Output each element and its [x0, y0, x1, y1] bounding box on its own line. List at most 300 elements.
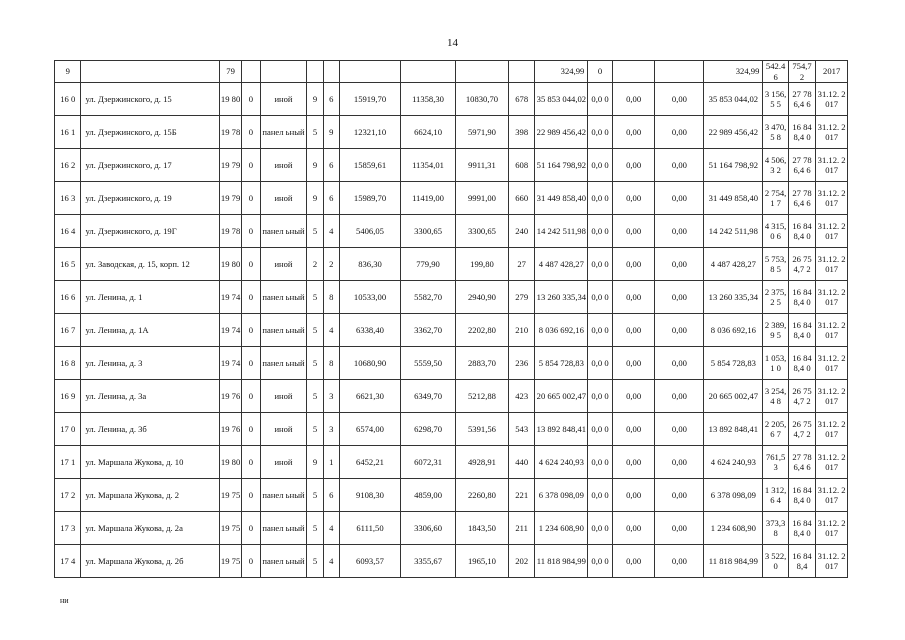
cell-floors: 5: [307, 479, 323, 512]
cell-other-cost: 0,00: [655, 116, 704, 149]
cell-empty: [323, 61, 339, 83]
cell-residents: 221: [508, 479, 534, 512]
cell-other-cost: 0,00: [655, 347, 704, 380]
cell-entrances: 3: [323, 413, 339, 446]
cell-total-area: 836,30: [339, 248, 400, 281]
cell-zero-share: 0,0 0: [588, 512, 612, 545]
cell-num: 16 1: [55, 116, 81, 149]
cell-limit-cost: 754,7 2: [788, 61, 815, 83]
cell-specific-cost: 3 254,4 8: [763, 380, 788, 413]
cell-area-premises: 11419,00: [401, 182, 456, 215]
cell-wall-material: панел ьный: [260, 479, 307, 512]
cell-other-cost: 0,00: [655, 83, 704, 116]
cell-area-premises: 3306,60: [401, 512, 456, 545]
cell-year: 19 78: [219, 215, 241, 248]
cell-area-residential: 1965,10: [456, 545, 509, 578]
cell-wall-material: панел ьный: [260, 545, 307, 578]
cell-fund-cost: 0,00: [612, 149, 655, 182]
cell-limit-cost: 27 786,4 6: [788, 149, 815, 182]
cell-address: ул. Дзержинского, д. 15Б: [81, 116, 219, 149]
cell-residents: 240: [508, 215, 534, 248]
cell-area-residential: 4928,91: [456, 446, 509, 479]
cell-area-premises: 6349,70: [401, 380, 456, 413]
cell-num: 16 2: [55, 149, 81, 182]
cell-empty: [242, 61, 260, 83]
cell-cost: 1 234 608,90: [535, 512, 588, 545]
cell-fund-cost: 0,00: [612, 479, 655, 512]
cell-zero: 0: [242, 314, 260, 347]
cell-floors: 9: [307, 446, 323, 479]
cell-cost2: 324,99: [704, 61, 763, 83]
cell-num: 9: [55, 61, 81, 83]
cell-specific-cost: 2 754,1 7: [763, 182, 788, 215]
table-row: [55, 479, 848, 512]
cell-cost: 4 624 240,93: [535, 446, 588, 479]
table-row: [55, 413, 848, 446]
cell-address: ул. Ленина, д. 3: [81, 347, 219, 380]
cell-date: 31.12. 2017: [816, 479, 848, 512]
cell-zero-share: 0,0 0: [588, 215, 612, 248]
table-row: [55, 347, 848, 380]
cell-zero: 0: [242, 545, 260, 578]
cell-area-premises: 4859,00: [401, 479, 456, 512]
cell-cost2: 20 665 002,47: [704, 380, 763, 413]
cell-other-cost: 0,00: [655, 248, 704, 281]
cell-specific-cost: 2 375,2 5: [763, 281, 788, 314]
cell-entrances: 4: [323, 545, 339, 578]
cell-area-residential: 5971,90: [456, 116, 509, 149]
cell-cost2: 51 164 798,92: [704, 149, 763, 182]
cell-wall-material: панел ьный: [260, 116, 307, 149]
cell-year: 79: [219, 61, 241, 83]
cell-total-area: 6621,30: [339, 380, 400, 413]
cell-other-cost: 0,00: [655, 215, 704, 248]
cell-cost2: 31 449 858,40: [704, 182, 763, 215]
cell-num: 17 2: [55, 479, 81, 512]
cell-total-area: 6093,57: [339, 545, 400, 578]
cell-date: 31.12. 2017: [816, 512, 848, 545]
cell-entrances: 9: [323, 116, 339, 149]
cell-empty: [655, 61, 704, 83]
cell-zero: 0: [242, 182, 260, 215]
table-row: [55, 380, 848, 413]
cell-wall-material: иной: [260, 446, 307, 479]
cell-year: 19 74: [219, 314, 241, 347]
cell-residents: 398: [508, 116, 534, 149]
cell-zero-share: 0,0 0: [588, 545, 612, 578]
cell-residents: 543: [508, 413, 534, 446]
cell-date: 31.12. 2017: [816, 446, 848, 479]
cell-floors: 2: [307, 248, 323, 281]
cell-other-cost: 0,00: [655, 314, 704, 347]
cell-residents: 608: [508, 149, 534, 182]
cell-year: 19 78: [219, 116, 241, 149]
cell-total-area: 15919,70: [339, 83, 400, 116]
cell-area-residential: 5391,56: [456, 413, 509, 446]
cell-zero: 0: [242, 215, 260, 248]
cell-area-premises: 11358,30: [401, 83, 456, 116]
cell-zero: 0: [242, 248, 260, 281]
cell-wall-material: иной: [260, 83, 307, 116]
cell-zero: 0: [242, 116, 260, 149]
cell-address: ул. Ленина, д. 1А: [81, 314, 219, 347]
cell-entrances: 6: [323, 83, 339, 116]
cell-residents: 27: [508, 248, 534, 281]
cell-other-cost: 0,00: [655, 446, 704, 479]
cell-other-cost: 0,00: [655, 149, 704, 182]
cell-cost: 8 036 692,16: [535, 314, 588, 347]
cell-limit-cost: 26 754,7 2: [788, 413, 815, 446]
cell-empty: [612, 61, 655, 83]
cell-num: 16 8: [55, 347, 81, 380]
cell-area-residential: 2260,80: [456, 479, 509, 512]
cell-specific-cost: 3 470,5 8: [763, 116, 788, 149]
cell-cost: 6 378 098,09: [535, 479, 588, 512]
cell-total-area: 6452,21: [339, 446, 400, 479]
cell-limit-cost: 16 848,4 0: [788, 116, 815, 149]
cell-cost2: 11 818 984,99: [704, 545, 763, 578]
cell-specific-cost: 761,5 3: [763, 446, 788, 479]
cell-cost2: 14 242 511,98: [704, 215, 763, 248]
cell-total-area: 6338,40: [339, 314, 400, 347]
cell-year: 19 75: [219, 512, 241, 545]
cell-floors: 5: [307, 281, 323, 314]
cell-floors: 5: [307, 380, 323, 413]
cell-total-area: 10680,90: [339, 347, 400, 380]
cell-fund-cost: 0,00: [612, 281, 655, 314]
cell-fund-cost: 0,00: [612, 545, 655, 578]
cell-empty: [456, 61, 509, 83]
cell-other-cost: 0,00: [655, 545, 704, 578]
cell-entrances: 6: [323, 182, 339, 215]
cell-address: ул. Ленина, д. 1: [81, 281, 219, 314]
cell-limit-cost: 26 754,7 2: [788, 248, 815, 281]
cell-wall-material: панел ьный: [260, 347, 307, 380]
table-row: [55, 512, 848, 545]
cell-cost2: 13 892 848,41: [704, 413, 763, 446]
cell-zero: 0: [242, 347, 260, 380]
cell-area-premises: 3355,67: [401, 545, 456, 578]
cell-date: 31.12. 2017: [816, 182, 848, 215]
cell-limit-cost: 16 848,4 0: [788, 512, 815, 545]
cell-residents: 236: [508, 347, 534, 380]
cell-residents: 202: [508, 545, 534, 578]
cell-wall-material: иной: [260, 182, 307, 215]
cell-residents: 279: [508, 281, 534, 314]
cell-year: 19 80: [219, 83, 241, 116]
cell-wall-material: иной: [260, 248, 307, 281]
cell-cost2: 8 036 692,16: [704, 314, 763, 347]
cell-zero: 0: [242, 446, 260, 479]
cell-wall-material: иной: [260, 380, 307, 413]
cell-entrances: 3: [323, 380, 339, 413]
cell-address: [81, 61, 219, 83]
cell-date: 31.12. 2017: [816, 116, 848, 149]
cell-fund-cost: 0,00: [612, 512, 655, 545]
cell-date: 31.12. 2017: [816, 281, 848, 314]
cell-num: 16 7: [55, 314, 81, 347]
cell-date: 31.12. 2017: [816, 545, 848, 578]
cell-fund-cost: 0,00: [612, 314, 655, 347]
cell-limit-cost: 26 754,7 2: [788, 380, 815, 413]
cell-area-residential: 9911,31: [456, 149, 509, 182]
cell-zero: 0: [242, 413, 260, 446]
cell-num: 17 3: [55, 512, 81, 545]
cell-fund-cost: 0,00: [612, 83, 655, 116]
cell-floors: 5: [307, 413, 323, 446]
cell-num: 17 1: [55, 446, 81, 479]
cell-total-area: 15989,70: [339, 182, 400, 215]
cell-residents: 423: [508, 380, 534, 413]
cell-floors: 5: [307, 347, 323, 380]
cell-entrances: 4: [323, 512, 339, 545]
cell-zero: 0: [242, 281, 260, 314]
cell-date: 31.12. 2017: [816, 314, 848, 347]
cell-floors: 5: [307, 314, 323, 347]
cell-specific-cost: 1 053,1 0: [763, 347, 788, 380]
table-row: [55, 545, 848, 578]
cell-total-area: 15859,61: [339, 149, 400, 182]
cell-wall-material: панел ьный: [260, 215, 307, 248]
cell-wall-material: панел ьный: [260, 314, 307, 347]
cell-cost2: 4 487 428,27: [704, 248, 763, 281]
cell-address: ул. Маршала Жукова, д. 10: [81, 446, 219, 479]
cell-residents: 678: [508, 83, 534, 116]
cell-other-cost: 0,00: [655, 281, 704, 314]
cell-cost: 20 665 002,47: [535, 380, 588, 413]
cell-area-residential: 5212,88: [456, 380, 509, 413]
cell-limit-cost: 16 848,4 0: [788, 215, 815, 248]
cell-address: ул. Маршала Жукова, д. 2: [81, 479, 219, 512]
cell-limit-cost: 16 848,4 0: [788, 314, 815, 347]
cell-area-residential: 2202,80: [456, 314, 509, 347]
cell-cost: 11 818 984,99: [535, 545, 588, 578]
cell-other-cost: 0,00: [655, 479, 704, 512]
cell-area-residential: 2883,70: [456, 347, 509, 380]
cell-floors: 5: [307, 116, 323, 149]
cell-area-premises: 11354,01: [401, 149, 456, 182]
cell-cost2: 22 989 456,42: [704, 116, 763, 149]
cell-num: 16 6: [55, 281, 81, 314]
cell-num: 16 9: [55, 380, 81, 413]
cell-year: 19 75: [219, 479, 241, 512]
table-row: [55, 314, 848, 347]
cell-cost: 35 853 044,02: [535, 83, 588, 116]
cell-num: 17 4: [55, 545, 81, 578]
table-row: [55, 116, 848, 149]
cell-limit-cost: 27 786,4 6: [788, 83, 815, 116]
cell-fund-cost: 0,00: [612, 446, 655, 479]
cell-zero-share: 0,0 0: [588, 446, 612, 479]
cell-cost2: 35 853 044,02: [704, 83, 763, 116]
cell-cost2: 1 234 608,90: [704, 512, 763, 545]
cell-area-residential: 9991,00: [456, 182, 509, 215]
cell-year: 19 79: [219, 182, 241, 215]
cell-address: ул. Ленина, д. 3а: [81, 380, 219, 413]
cell-zero-share: 0,0 0: [588, 347, 612, 380]
cell-area-premises: 3362,70: [401, 314, 456, 347]
cell-empty: [508, 61, 534, 83]
cell-area-residential: 3300,65: [456, 215, 509, 248]
cell-zero-share: 0,0 0: [588, 413, 612, 446]
cell-area-premises: 3300,65: [401, 215, 456, 248]
cell-entrances: 2: [323, 248, 339, 281]
cell-zero: 0: [242, 83, 260, 116]
cell-zero: 0: [242, 380, 260, 413]
table-row: [55, 83, 848, 116]
cell-specific-cost: 4 506,3 2: [763, 149, 788, 182]
cell-wall-material: иной: [260, 413, 307, 446]
cell-entrances: 8: [323, 347, 339, 380]
cell-num: 16 4: [55, 215, 81, 248]
cell-area-residential: 2940,90: [456, 281, 509, 314]
cell-cost: 51 164 798,92: [535, 149, 588, 182]
cell-specific-cost: 4 315,0 6: [763, 215, 788, 248]
cell-entrances: 4: [323, 314, 339, 347]
cell-cost2: 4 624 240,93: [704, 446, 763, 479]
cell-limit-cost: 16 848,4 0: [788, 347, 815, 380]
cell-year: 19 79: [219, 149, 241, 182]
cell-fund-cost: 0,00: [612, 347, 655, 380]
cell-cost: 13 260 335,34: [535, 281, 588, 314]
cell-entrances: 8: [323, 281, 339, 314]
cell-zero: 0: [242, 512, 260, 545]
cell-date: 2017: [816, 61, 848, 83]
cell-year: 19 74: [219, 347, 241, 380]
table-row: [55, 248, 848, 281]
cell-area-premises: 6624,10: [401, 116, 456, 149]
cell-area-premises: 779,90: [401, 248, 456, 281]
cell-area-residential: 10830,70: [456, 83, 509, 116]
cell-year: 19 75: [219, 545, 241, 578]
cell-year: 19 80: [219, 446, 241, 479]
cell-area-premises: 5582,70: [401, 281, 456, 314]
cell-cost: 14 242 511,98: [535, 215, 588, 248]
cell-cost: 13 892 848,41: [535, 413, 588, 446]
housing-register-table: [54, 60, 848, 578]
cell-year: 19 76: [219, 380, 241, 413]
cell-floors: 5: [307, 545, 323, 578]
cell-cost: 4 487 428,27: [535, 248, 588, 281]
cell-total-area: 10533,00: [339, 281, 400, 314]
cell-area-premises: 5559,50: [401, 347, 456, 380]
cell-limit-cost: 16 848,4 0: [788, 281, 815, 314]
cell-zero-share: 0,0 0: [588, 182, 612, 215]
cell-cost: 22 989 456,42: [535, 116, 588, 149]
cell-other-cost: 0,00: [655, 512, 704, 545]
cell-entrances: 1: [323, 446, 339, 479]
cell-zero: 0: [242, 149, 260, 182]
cell-residents: 211: [508, 512, 534, 545]
cell-num: 17 0: [55, 413, 81, 446]
cell-empty: [307, 61, 323, 83]
cell-zero-share: 0,0 0: [588, 479, 612, 512]
cell-limit-cost: 27 786,4 6: [788, 182, 815, 215]
cell-date: 31.12. 2017: [816, 149, 848, 182]
cell-specific-cost: 1 312,6 4: [763, 479, 788, 512]
table-row: [55, 446, 848, 479]
cell-zero: 0: [588, 61, 612, 83]
cell-total-area: 6574,00: [339, 413, 400, 446]
table-row: [55, 215, 848, 248]
table-row: [55, 149, 848, 182]
cell-num: 16 0: [55, 83, 81, 116]
cell-year: 19 74: [219, 281, 241, 314]
cell-total-area: 6111,50: [339, 512, 400, 545]
cell-fund-cost: 0,00: [612, 248, 655, 281]
cell-other-cost: 0,00: [655, 380, 704, 413]
cell-total-area: 9108,30: [339, 479, 400, 512]
cell-zero-share: 0,0 0: [588, 380, 612, 413]
cell-total-area: 12321,10: [339, 116, 400, 149]
cell-specific-cost: 3 522,0: [763, 545, 788, 578]
cell-specific-cost: 3 156,5 5: [763, 83, 788, 116]
cell-num: 16 3: [55, 182, 81, 215]
cell-empty: [260, 61, 307, 83]
cell-specific-cost: 2 389,9 5: [763, 314, 788, 347]
cell-entrances: 6: [323, 479, 339, 512]
cell-specific-cost: 2 205,6 7: [763, 413, 788, 446]
cell-floors: 5: [307, 512, 323, 545]
cell-fund-cost: 0,00: [612, 215, 655, 248]
cell-cost2: 6 378 098,09: [704, 479, 763, 512]
cell-floors: 5: [307, 215, 323, 248]
cell-zero-share: 0,0 0: [588, 314, 612, 347]
table-row: [55, 182, 848, 215]
cell-address: ул. Маршала Жукова, д. 2б: [81, 545, 219, 578]
cell-cost: 324,99: [535, 61, 588, 83]
page-number: 14: [447, 37, 458, 49]
cell-area-premises: 6298,70: [401, 413, 456, 446]
cell-limit-cost: 27 786,4 6: [788, 446, 815, 479]
cell-floors: 9: [307, 182, 323, 215]
table-row: [55, 281, 848, 314]
cell-floors: 9: [307, 83, 323, 116]
table-row-continued: [55, 61, 848, 83]
cell-zero-share: 0,0 0: [588, 149, 612, 182]
cell-address: ул. Заводская, д. 15, корп. 12: [81, 248, 219, 281]
cell-cost: 31 449 858,40: [535, 182, 588, 215]
cell-cost: 5 854 728,83: [535, 347, 588, 380]
cell-zero-share: 0,0 0: [588, 281, 612, 314]
cell-date: 31.12. 2017: [816, 347, 848, 380]
cell-limit-cost: 16 848,4: [788, 545, 815, 578]
cell-empty: [401, 61, 456, 83]
cell-zero-share: 0,0 0: [588, 248, 612, 281]
cell-empty: [339, 61, 400, 83]
table-body: [55, 61, 848, 578]
cell-address: ул. Дзержинского, д. 15: [81, 83, 219, 116]
cell-address: ул. Дзержинского, д. 19Г: [81, 215, 219, 248]
cell-floors: 9: [307, 149, 323, 182]
cell-date: 31.12. 2017: [816, 413, 848, 446]
cell-date: 31.12. 2017: [816, 215, 848, 248]
cell-zero-share: 0,0 0: [588, 116, 612, 149]
cell-other-cost: 0,00: [655, 413, 704, 446]
cell-date: 31.12. 2017: [816, 248, 848, 281]
cell-zero-share: 0,0 0: [588, 83, 612, 116]
cell-fund-cost: 0,00: [612, 380, 655, 413]
cell-date: 31.12. 2017: [816, 380, 848, 413]
cell-area-premises: 6072,31: [401, 446, 456, 479]
cell-num: 16 5: [55, 248, 81, 281]
cell-limit-cost: 16 848,4 0: [788, 479, 815, 512]
cell-other-cost: 0,00: [655, 182, 704, 215]
cell-area-residential: 199,80: [456, 248, 509, 281]
cell-residents: 210: [508, 314, 534, 347]
footer-mark: ни: [60, 596, 69, 605]
cell-zero: 0: [242, 479, 260, 512]
